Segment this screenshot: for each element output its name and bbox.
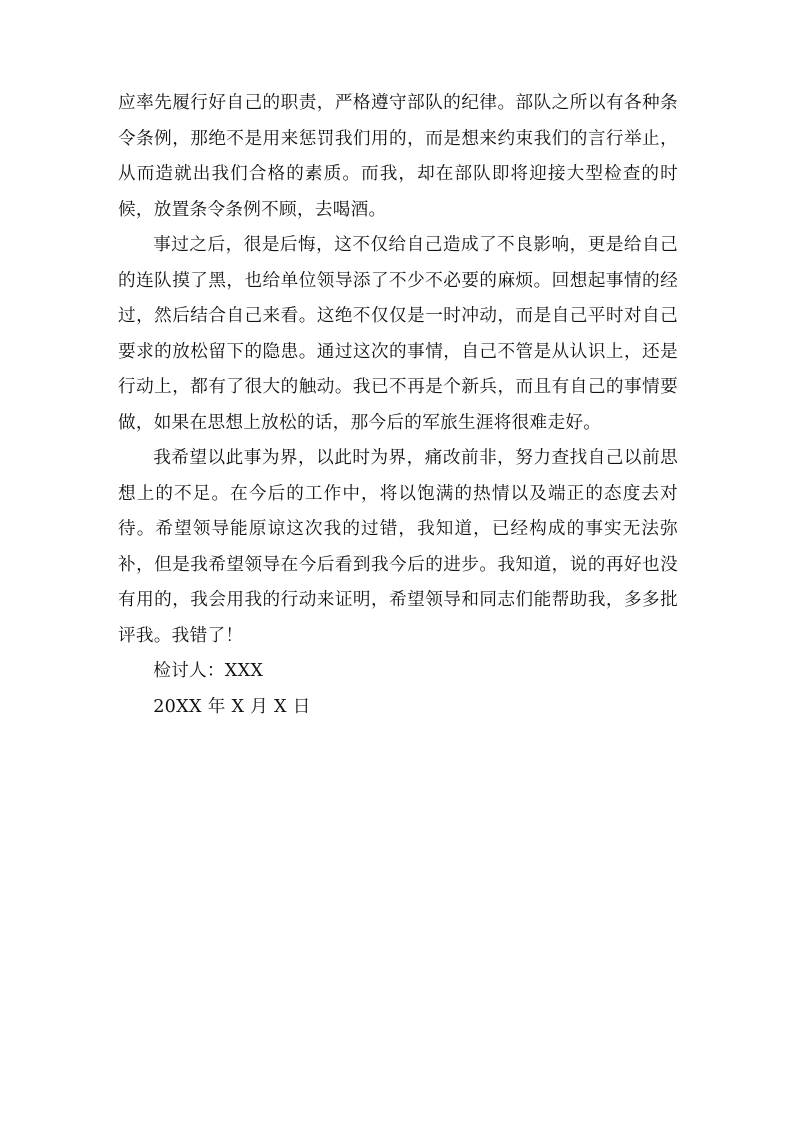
document-body: [118, 86, 678, 725]
date-line: 20XX 年 X 月 X 日: [153, 696, 311, 717]
paragraph-1: 应率先履行好自己的职责，严格遵守部队的纪律。部队之所以有各种条令条例，那绝不是用来惩罚我们用的，而是想来约束我们的言行举止，从而造就出我们合格的素质。而我，却在部队即将迎接大型检查的时候，放置条令条例不顾，去喝酒。: [118, 93, 678, 220]
paragraph-2: 事过之后，很是后悔，这不仅给自己造成了不良影响，更是给自己的连队摸了黑，也给单位领导添了不少不必要的麻烦。回想起事情的经过，然后结合自己来看。这绝不仅仅是一时冲动，而是自己平时对自己要求的放松留下的隐患。通过这次的事情，自己不管是从认识上，还是行动上，都有了很大的触动。我已不再是个新兵，而且有自己的事情要做，如果在思想上放松的话，那今后的军旅生涯将很难走好。: [118, 235, 678, 433]
signature-line: 检讨人：XXX: [153, 661, 264, 681]
paragraph-3: 我希望以此事为界，以此时为界，痛改前非，努力查找自己以前思想上的不足。在今后的工作中，将以饱满的热情以及端正的态度去对待。希望领导能原谅这次我的过错，我知道，已经构成的事实无法弥补，但是我希望领导在今后看到我今后的进步。我知道，说的再好也没有用的，我会用我的行动来证明，希望领导和同志们能帮助我，多多批评我。我错了！: [118, 448, 678, 646]
